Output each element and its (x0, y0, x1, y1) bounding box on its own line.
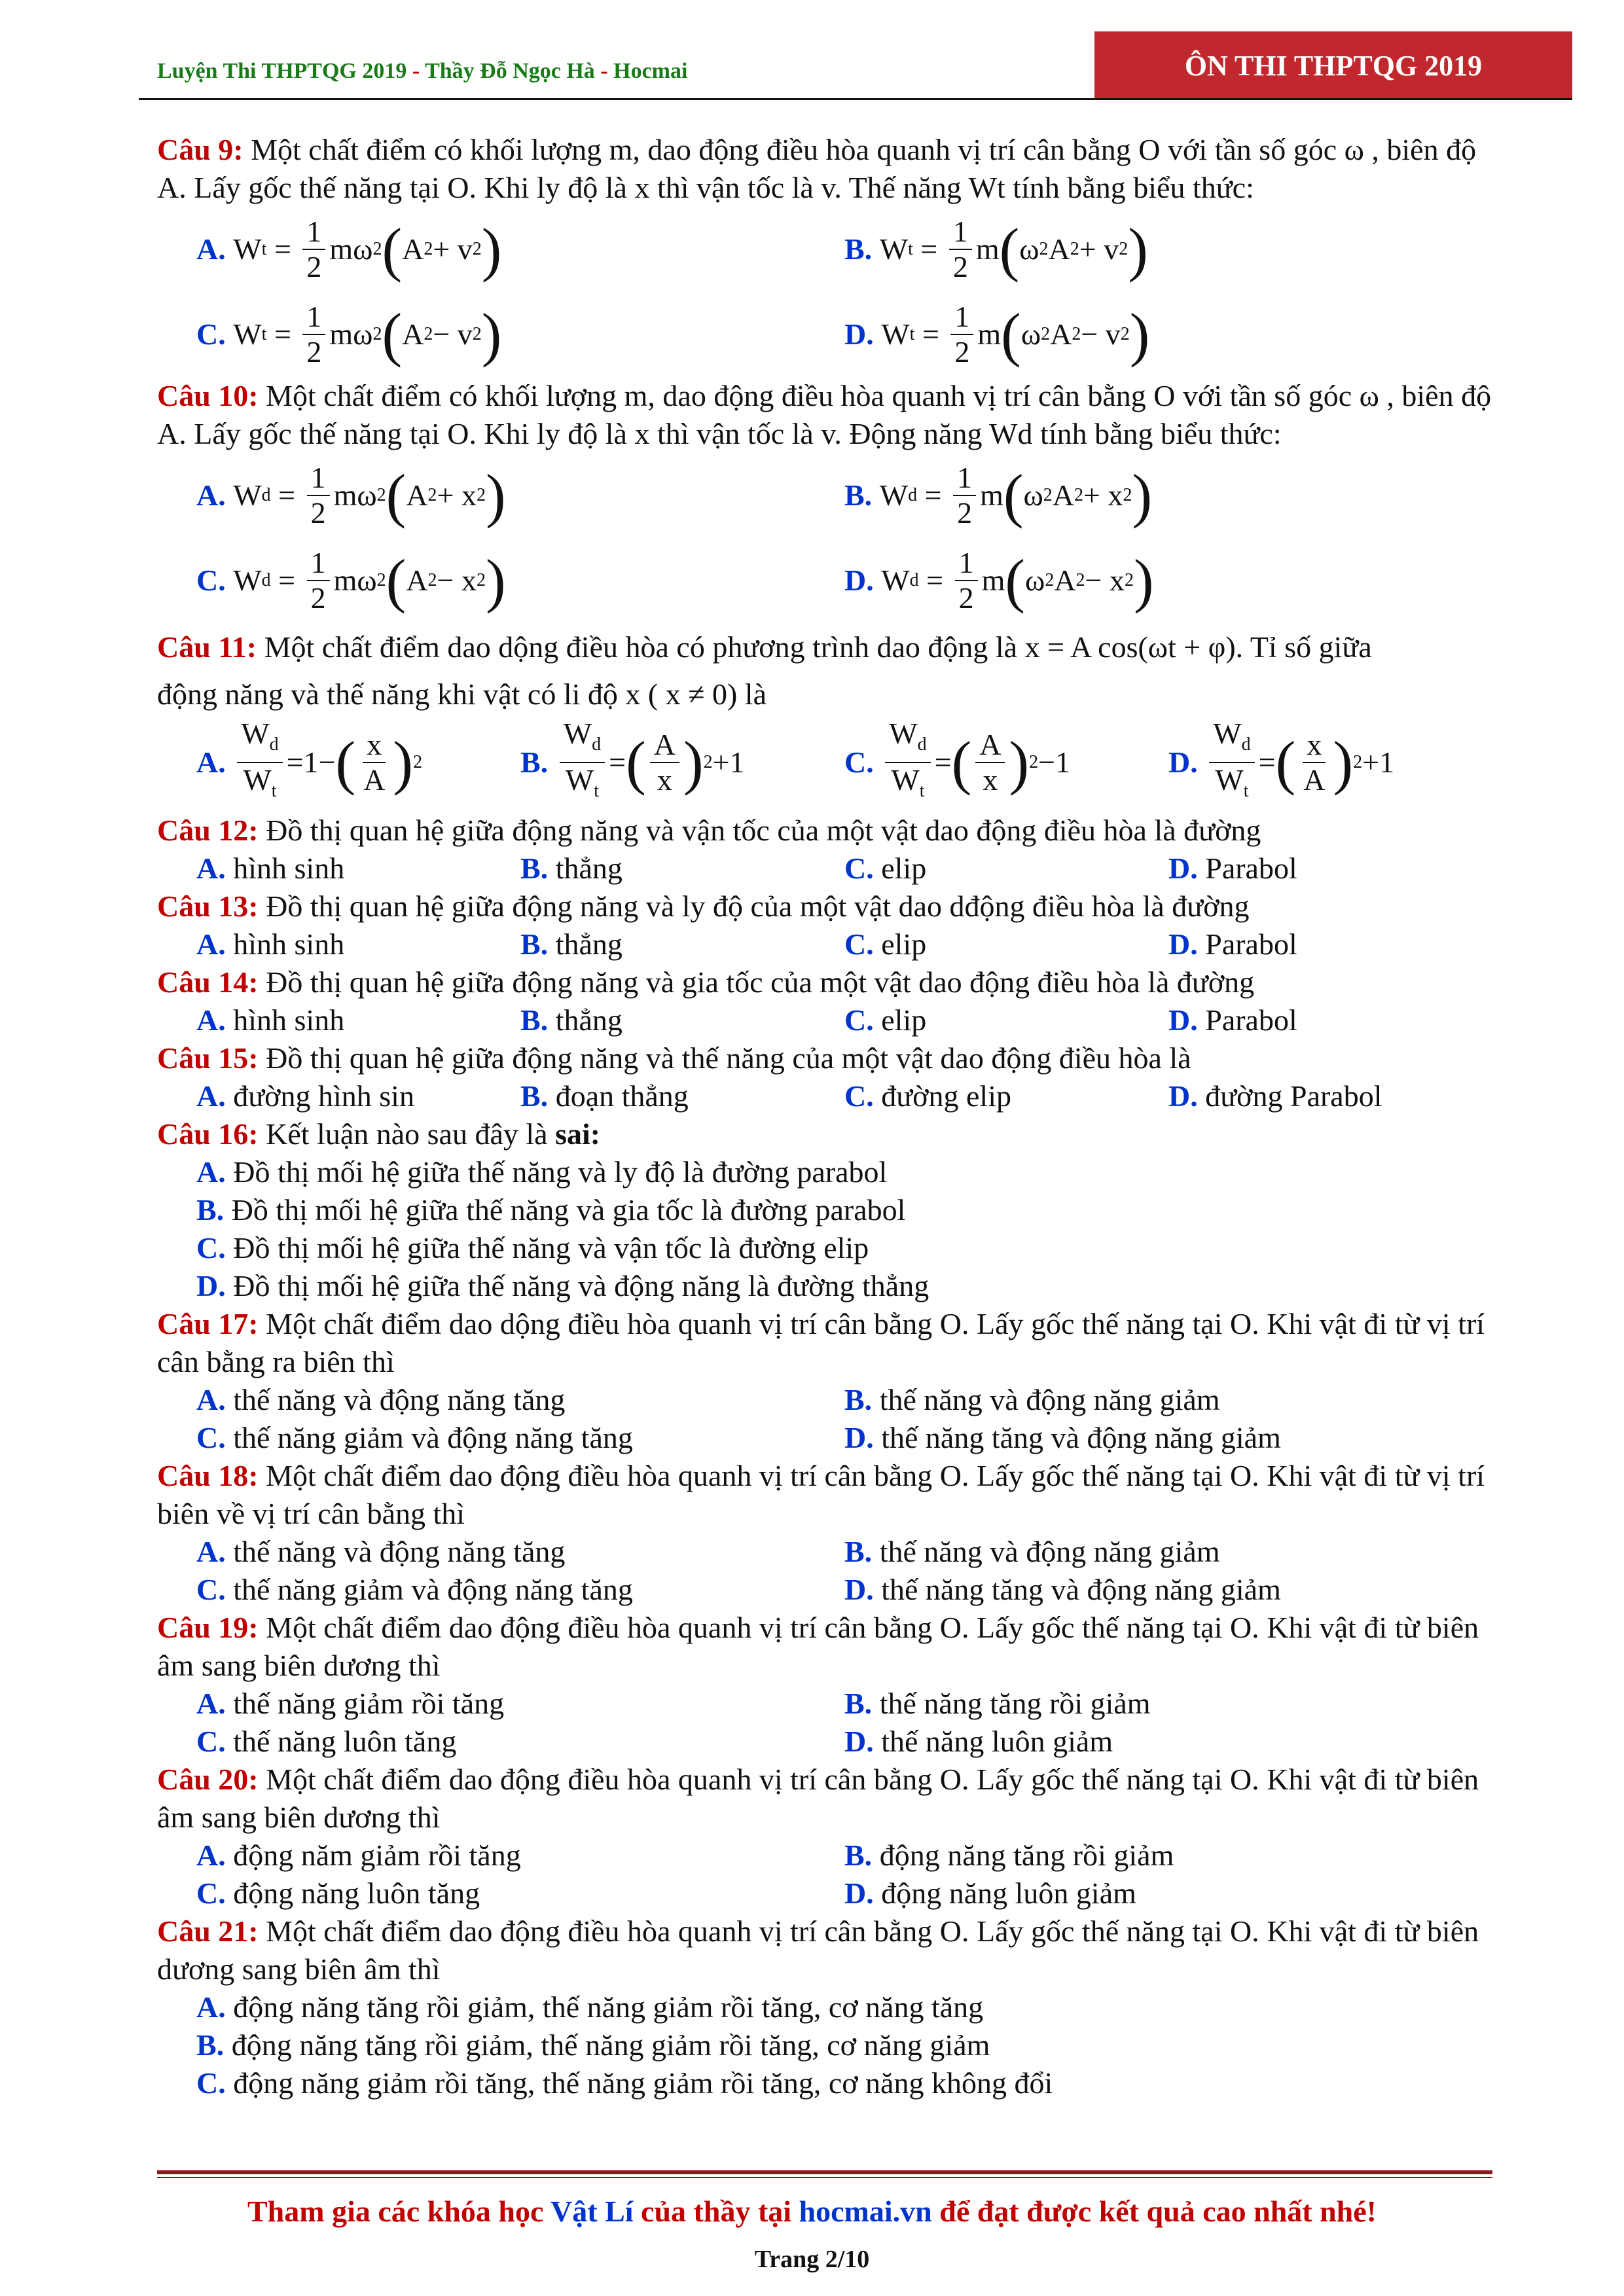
option-d: D. Đồ thị mối hệ giữa thế năng và động năng là đường thẳng (196, 1269, 929, 1302)
question-number: Câu 21: (157, 1914, 259, 1948)
option-label: D. (844, 317, 874, 351)
option-a: A. đường hình sin (196, 1079, 414, 1113)
header-title (157, 59, 687, 84)
option-c: C. W d = $\frac{1}{2}$ mω 2 ( A 2 − x 2 ) (196, 546, 506, 615)
question-12 (157, 812, 1492, 850)
question-10 (157, 377, 1492, 453)
question-16 (157, 1115, 1492, 1153)
question-11-options (157, 713, 1492, 812)
option-label: A. (196, 478, 226, 512)
question-11-line2: động năng và thế năng khi vật có li độ x ( x ≠ 0) là (157, 677, 767, 711)
question-number: Câu 15: (157, 1041, 259, 1075)
option-a: A. $\frac{W_d}{W_t}$ =1− ( $\frac{x}{A}$ ) 2 (196, 716, 423, 802)
question-20 (157, 1761, 1492, 1837)
option-a: A. W d = $\frac{1}{2}$ mω 2 ( A 2 + x 2 ) (196, 461, 506, 529)
option-label: B. (520, 745, 549, 779)
question-text: Một chất điểm có khối lượng m, dao động điều hòa quanh vị trí cân bằng O với tần số góc ω , biên độ A. Lấy gốc thế năng tại O. Khi ly độ là x thì vận tốc là v. Thế năng Wt tính bằng biểu thức: (157, 133, 1477, 204)
option-a: A. hình sinh (196, 852, 345, 885)
option-label: C. (844, 745, 874, 779)
option-d: D. Parabol (1168, 852, 1297, 885)
header-badge: ÔN THI THPTQG 2019 (1094, 31, 1572, 99)
option-a: A. động năng tăng rồi giảm, thế năng giảm rồi tăng, cơ năng tăng (196, 1990, 984, 2024)
header-teacher: Thầy Đỗ Ngọc Hà (425, 59, 595, 83)
question-number: Câu 10: (157, 379, 259, 412)
footer-text: của thầy tại (633, 2195, 799, 2228)
option-b: B. thế năng tăng rồi giảm (844, 1687, 1151, 1720)
option-label: D. (844, 564, 874, 597)
footer-promo (0, 2194, 1624, 2229)
option-b: B. thế năng và động năng giảm (844, 1383, 1220, 1416)
option-c: C. thế năng giảm và động năng tăng (196, 1573, 633, 1606)
question-number: Câu 9: (157, 133, 244, 166)
question-15-options (157, 1077, 1492, 1115)
option-a: A. thế năng giảm rồi tăng (196, 1687, 505, 1720)
option-d: D. động năng luôn giảm (844, 1876, 1136, 1910)
option-b: B. Đồ thị mối hệ giữa thế năng và gia tốc là đường parabol (196, 1193, 906, 1227)
option-b: B. $\frac{W_d}{W_t}$ = ( $\frac{A}{x}$ ) 2 +1 (520, 716, 745, 802)
header-divider (139, 98, 1572, 100)
question-number: Câu 18: (157, 1459, 259, 1492)
question-text: Một chất điểm có khối lượng m, dao động điều hòa quanh vị trí cân bằng O với tần số góc ω , biên độ A. Lấy gốc thế năng tại O. Khi ly độ là x thì vận tốc là v. Động năng Wd tính bằng biểu thức: (157, 379, 1492, 450)
question-number: Câu 16: (157, 1117, 259, 1151)
question-13-options (157, 925, 1492, 963)
option-b: B. động năng tăng rồi giảm (844, 1839, 1174, 1872)
question-9 (157, 131, 1492, 207)
question-14 (157, 963, 1492, 1001)
footer-subject: Vật Lí (550, 2195, 634, 2228)
option-a: A. W t = $\frac{1}{2}$ mω 2 ( A 2 + v 2 ) (196, 215, 502, 283)
option-label: A. (196, 745, 226, 779)
header-site: Hocmai (613, 59, 688, 83)
footer-divider (157, 2170, 1492, 2174)
question-17 (157, 1305, 1492, 1381)
footer-divider-thin (157, 2177, 1492, 2178)
option-c: C. Đồ thị mối hệ giữa thế năng và vận tốc là đường elip (196, 1231, 869, 1265)
question-9-options (157, 207, 1492, 377)
option-c: C. động năng luôn tăng (196, 1876, 480, 1910)
question-text: Đồ thị quan hệ giữa động năng và ly độ của một vật dao dđộng điều hòa là đường (258, 889, 1250, 923)
option-d: D. thế năng luôn giảm (844, 1725, 1113, 1758)
option-c: C. $\frac{W_d}{W_t}$ = ( $\frac{A}{x}$ ) 2 −1 (844, 716, 1071, 802)
question-text: Một chất điểm dao động điều hòa quanh vị trí cân bằng O. Lấy gốc thế năng tại O. Khi vật đi từ biên âm sang biên dương thì (157, 1763, 1479, 1834)
question-text: Một chất điểm dao dộng điều hòa có phương trình dao động là x = A cos(ωt + φ). Tỉ số giữa (257, 630, 1372, 664)
option-c: C. W t = $\frac{1}{2}$ mω 2 ( A 2 − v 2 ) (196, 300, 502, 368)
option-b: B. đoạn thẳng (520, 1079, 689, 1113)
option-c: C. elip (844, 1003, 927, 1037)
option-b: B. động năng tăng rồi giảm, thế năng giảm rồi tăng, cơ năng giảm (196, 2028, 990, 2062)
option-d: D. thế năng tăng và động năng giảm (844, 1421, 1281, 1454)
question-19-options (157, 1685, 1492, 1761)
option-b: B. thẳng (520, 927, 623, 961)
question-13 (157, 888, 1492, 925)
question-text: Một chất điểm dao động điều hòa quanh vị trí cân bằng O. Lấy gốc thế năng tại O. Khi vật đi từ biên âm sang biên dương thì (157, 1611, 1479, 1682)
option-a: A. hình sinh (196, 927, 345, 961)
option-c: C. đường elip (844, 1079, 1011, 1113)
option-label: B. (844, 478, 873, 512)
footer-text: để đạt được kết quả cao nhất nhé! (931, 2195, 1377, 2228)
option-label: C. (196, 317, 226, 351)
question-text: Đồ thị quan hệ giữa động năng và thế năng của một vật dao động điều hòa là (258, 1041, 1191, 1075)
question-number: Câu 17: (157, 1307, 259, 1340)
option-c: C. động năng giảm rồi tăng, thế năng giảm rồi tăng, cơ năng không đổi (196, 2066, 1053, 2100)
option-a: A. thế năng và động năng tăng (196, 1535, 566, 1568)
option-d: D. W t = $\frac{1}{2}$ m ( ω 2 A 2 − v 2 ) (844, 300, 1150, 368)
option-d: D. $\frac{W_d}{W_t}$ = ( $\frac{x}{A}$ ) 2 +1 (1168, 716, 1395, 802)
option-b: B. thế năng và động năng giảm (844, 1535, 1220, 1568)
option-b: B. W d = $\frac{1}{2}$ m ( ω 2 A 2 + x 2 ) (844, 461, 1153, 529)
question-text: Một chất điểm dao động điều hòa quanh vị trí cân bằng O. Lấy gốc thế năng tại O. Khi vật đi từ biên dương sang biên âm thì (157, 1914, 1479, 1986)
question-19 (157, 1609, 1492, 1685)
question-11 (157, 628, 1492, 666)
option-a: A. thế năng và động năng tăng (196, 1383, 566, 1416)
question-number: Câu 12: (157, 814, 259, 847)
option-c: C. elip (844, 852, 927, 885)
option-c: C. thế năng luôn tăng (196, 1725, 457, 1758)
question-16-options (157, 1153, 1492, 1305)
option-b: B. W t = $\frac{1}{2}$ m ( ω 2 A 2 + v 2 ) (844, 215, 1148, 283)
option-a: A. hình sinh (196, 1003, 345, 1037)
question-number: Câu 13: (157, 889, 259, 923)
question-list (157, 131, 1492, 2102)
option-d: D. W d = $\frac{1}{2}$ m ( ω 2 A 2 − x 2 ) (844, 546, 1154, 615)
option-label: B. (844, 232, 873, 266)
question-21 (157, 1912, 1492, 1988)
question-10-options (157, 453, 1492, 623)
question-20-options (157, 1837, 1492, 1912)
header-separator: - (406, 59, 425, 83)
question-12-options (157, 850, 1492, 888)
header-course: Luyện Thi THPTQG 2019 (157, 59, 407, 83)
question-text: Kết luận nào sau đây là (258, 1117, 556, 1151)
option-c: C. thế năng giảm và động năng tăng (196, 1421, 633, 1454)
question-18-options (157, 1533, 1492, 1609)
option-b: B. thẳng (520, 852, 623, 885)
question-18 (157, 1457, 1492, 1533)
option-c: C. elip (844, 927, 927, 961)
question-number: Câu 11: (157, 630, 257, 664)
option-a: A. động năm giảm rồi tăng (196, 1839, 521, 1872)
question-text: Một chất điểm dao dộng điều hòa quanh vị trí cân bằng O. Lấy gốc thế năng tại O. Khi vật đi từ vị trí cân bằng ra biên thì (157, 1307, 1485, 1378)
option-d: D. Parabol (1168, 1003, 1297, 1037)
emphasis-false: sai: (555, 1117, 601, 1151)
option-d: D. thế năng tăng và động năng giảm (844, 1573, 1281, 1606)
header-separator: - (594, 59, 614, 83)
option-d: D. đường Parabol (1168, 1079, 1382, 1113)
question-number: Câu 14: (157, 965, 259, 999)
option-label: D. (1168, 745, 1198, 779)
question-text: Đồ thị quan hệ giữa động năng và vận tốc của một vật dao động điều hòa là đường (258, 814, 1261, 847)
question-text: Một chất điểm dao động điều hòa quanh vị trí cân bằng O. Lấy gốc thế năng tại O. Khi vật đi từ vị trí biên về vị trí cân bằng thì (157, 1459, 1485, 1530)
question-21-options (157, 1988, 1492, 2102)
option-a: A. Đồ thị mối hệ giữa thế năng và ly độ là đường parabol (196, 1155, 888, 1189)
question-text: Đồ thị quan hệ giữa động năng và gia tốc của một vật dao động điều hòa là đường (258, 965, 1255, 999)
question-number: Câu 20: (157, 1763, 259, 1796)
question-17-options (157, 1381, 1492, 1457)
option-label: A. (196, 232, 226, 266)
footer-site-link[interactable]: hocmai.vn (799, 2195, 932, 2228)
option-label: C. (196, 564, 226, 597)
footer-text: Tham gia các khóa học (247, 2195, 551, 2228)
option-d: D. Parabol (1168, 927, 1297, 961)
question-number: Câu 19: (157, 1611, 259, 1644)
question-14-options (157, 1001, 1492, 1039)
option-b: B. thẳng (520, 1003, 623, 1037)
page-number: Trang 2/10 (754, 2246, 870, 2273)
question-15 (157, 1039, 1492, 1077)
